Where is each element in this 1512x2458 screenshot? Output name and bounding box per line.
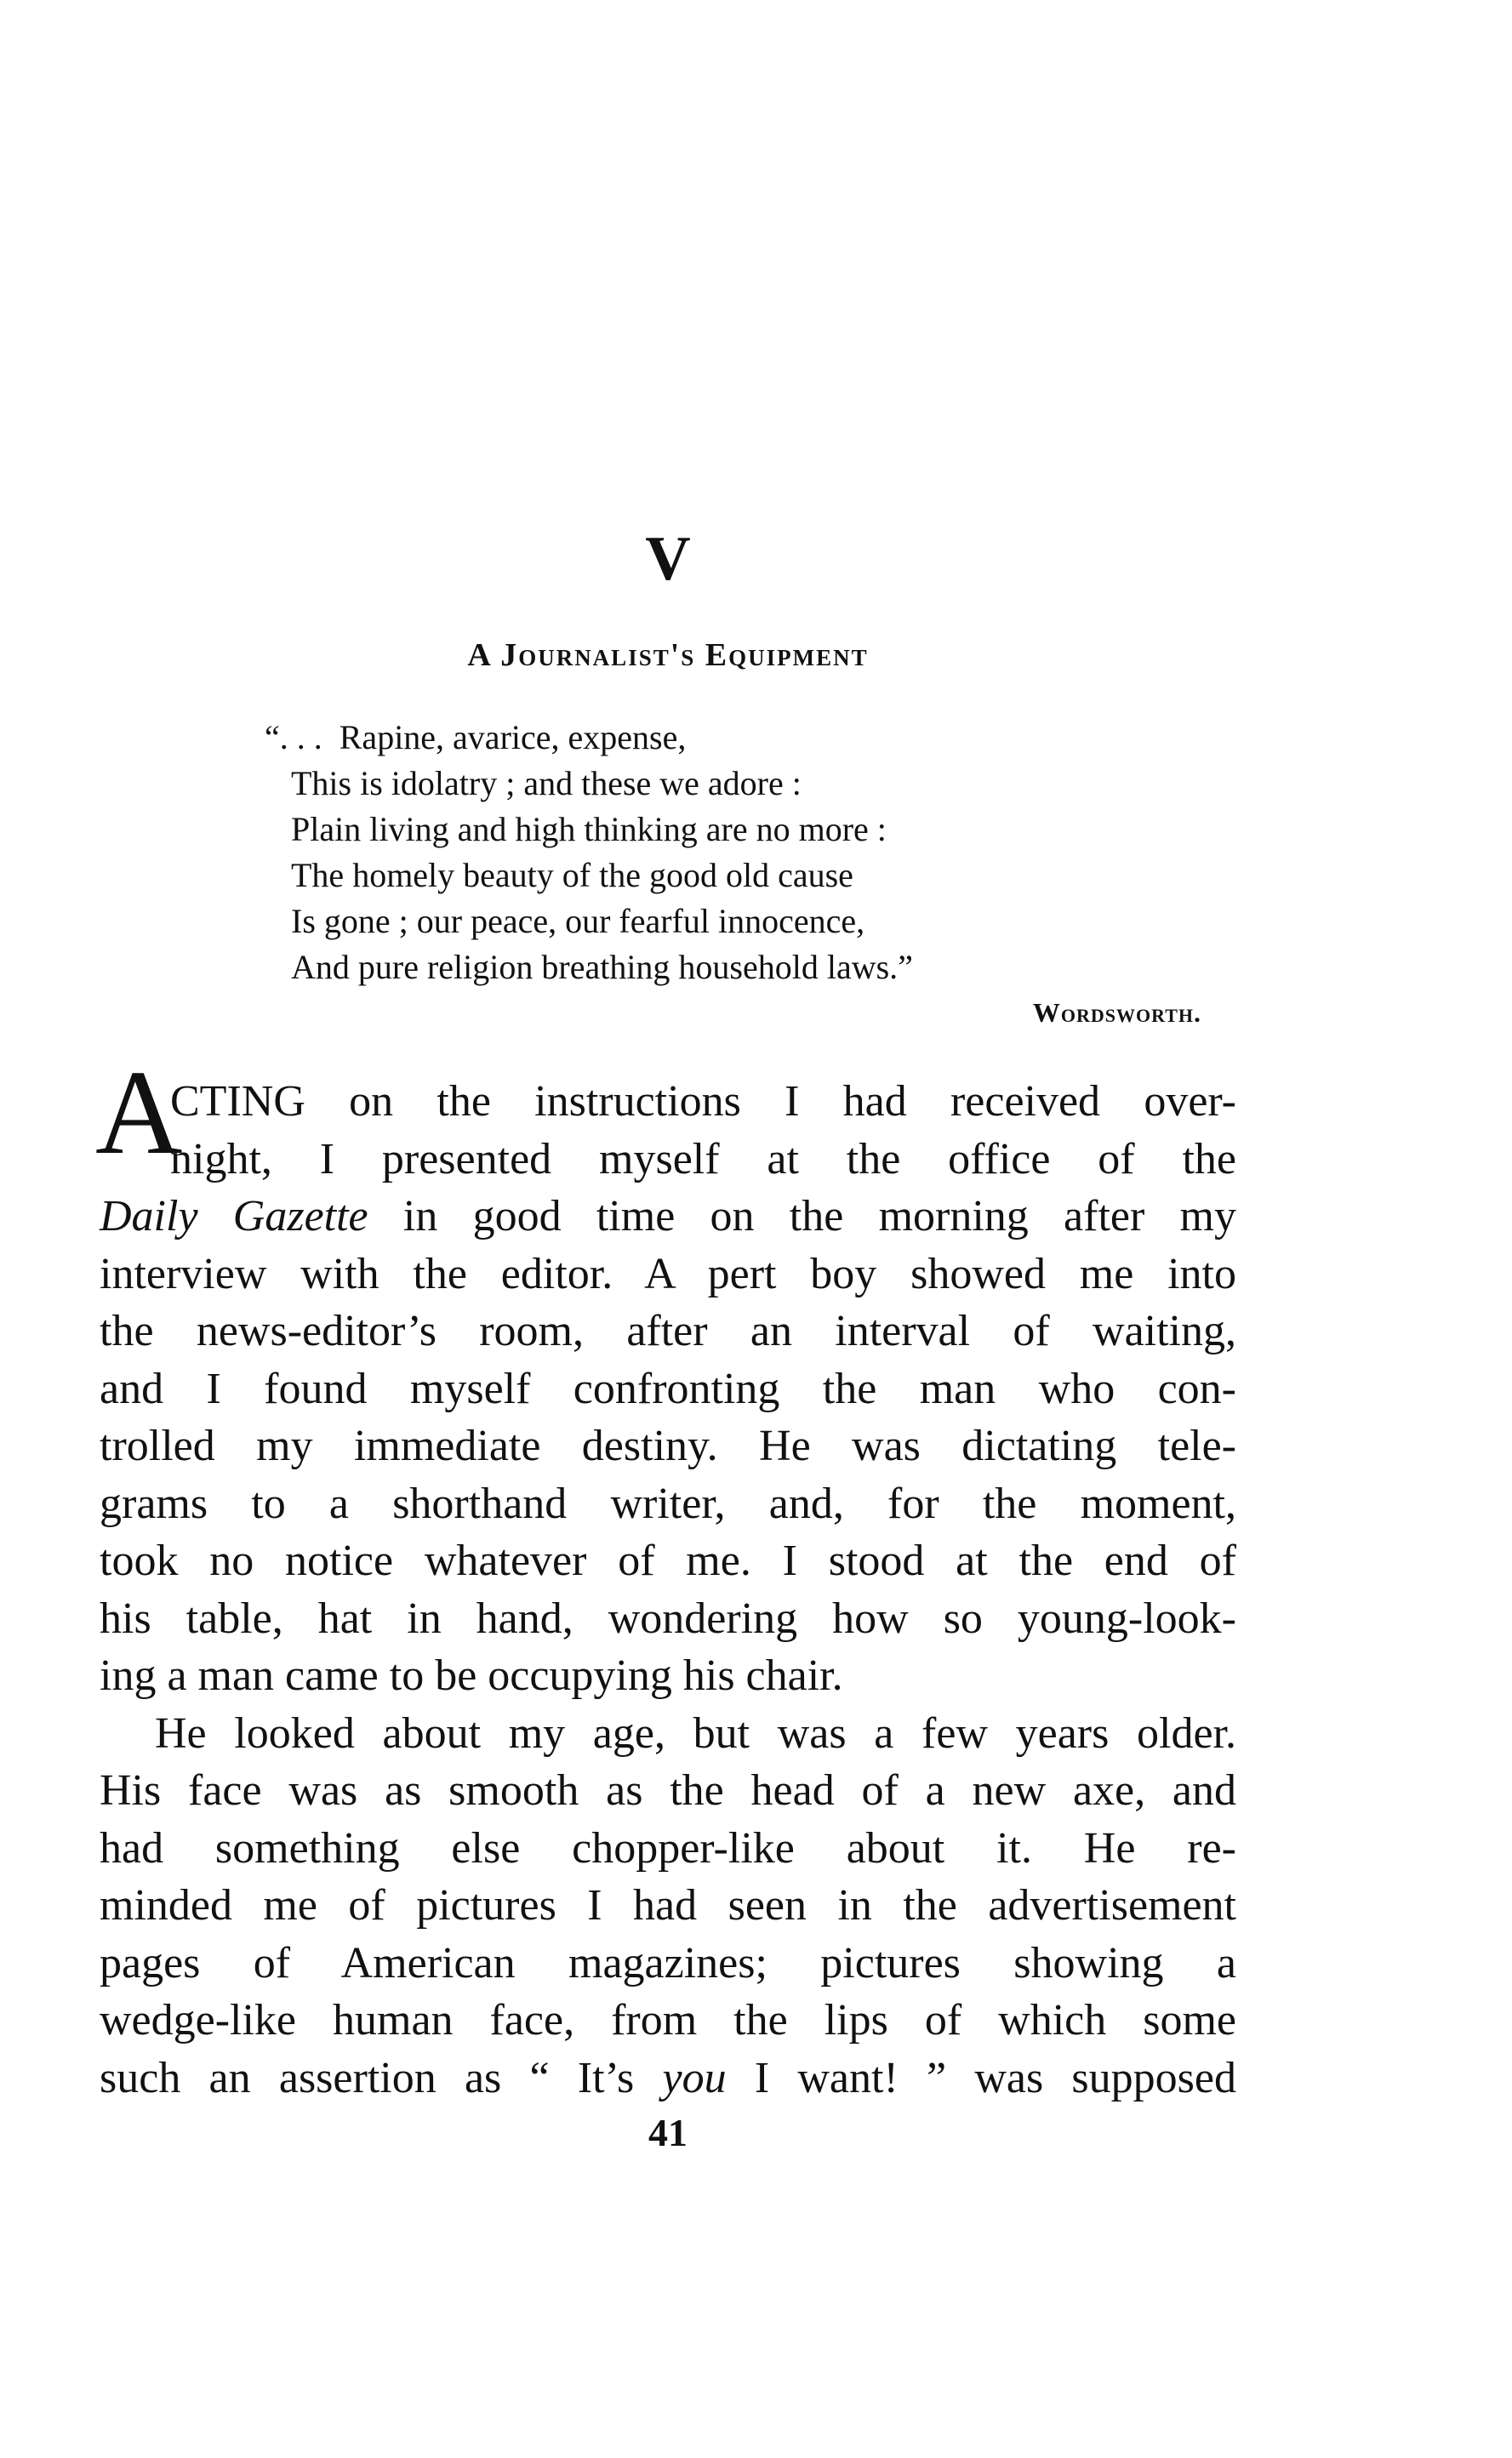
- text-line: [100, 1417, 1236, 1475]
- epigraph-line: The homely beauty of the good old cause: [291, 856, 853, 894]
- epigraph: [265, 715, 913, 990]
- text-run: such an assertion as “ It’s: [100, 2053, 663, 2102]
- text-run: grams to a shorthand writer, and, for the moment,: [100, 1479, 1236, 1528]
- text-line: [100, 1705, 1236, 1763]
- text-line: [100, 1992, 1236, 2050]
- paragraph: [100, 1705, 1236, 2107]
- text-line: [100, 1360, 1236, 1418]
- text-run: His face was as smooth as the head of a new axe, and: [100, 1766, 1236, 1815]
- paragraph: [100, 1073, 1236, 1705]
- text-run: the news-editor’s room, after an interval of waiting,: [100, 1307, 1236, 1355]
- text-line: [100, 1475, 1236, 1533]
- text-run: in good time on the morning after my: [368, 1192, 1237, 1240]
- body-text: [100, 1073, 1236, 2107]
- text-run: night, I presented myself at the office of the: [170, 1134, 1236, 1183]
- italic-text: you: [662, 2053, 727, 2102]
- text-run: He looked about my age, but was a few years older.: [155, 1708, 1236, 1758]
- text-run: pages of American magazines; pictures showing a: [100, 1938, 1236, 1988]
- text-run: minded me of pictures I had seen in the advertisement: [100, 1881, 1236, 1930]
- drop-cap: A: [95, 1045, 183, 1179]
- text-line: [100, 1935, 1236, 1993]
- text-run: had something else chopper-like about it. He re-: [100, 1823, 1236, 1873]
- text-line: [100, 1820, 1236, 1878]
- text-run: I want! ” was supposed: [726, 2053, 1236, 2102]
- text-run: interview with the editor. A pert boy showed me into: [100, 1249, 1236, 1298]
- text-run: and I found myself confronting the man who con-: [100, 1364, 1236, 1413]
- text-line: [100, 1532, 1236, 1590]
- text-line: [100, 1590, 1236, 1648]
- text-run: trolled my immediate destiny. He was dictating tele-: [100, 1422, 1236, 1470]
- text-line: [100, 1246, 1236, 1303]
- text-line: [100, 1131, 1236, 1189]
- text-line: [100, 2050, 1236, 2107]
- epigraph-line: Plain living and high thinking are no more :: [291, 810, 887, 848]
- page-number: 41: [648, 2111, 688, 2154]
- chapter-number: V: [645, 524, 691, 594]
- chapter-title: A Journalist's Equipment: [467, 637, 869, 673]
- text-run: ing a man came to be occupying his chair.: [100, 1651, 843, 1700]
- text-line: [100, 1877, 1236, 1935]
- text-line: [100, 1647, 1236, 1705]
- text-run: CTING on the instructions I had received over-: [170, 1077, 1236, 1126]
- text-line: [100, 1188, 1236, 1246]
- text-line: [100, 1762, 1236, 1820]
- text-line: [100, 1073, 1236, 1131]
- italic-text: Daily Gazette: [100, 1192, 368, 1240]
- epigraph-attribution: Wordsworth.: [1032, 997, 1201, 1028]
- text-line: [100, 1303, 1236, 1360]
- text-run: took no notice whatever of me. I stood at the end of: [100, 1537, 1236, 1585]
- epigraph-line: “. . . Rapine, avarice, expense,: [265, 718, 687, 756]
- epigraph-line: This is idolatry ; and these we adore :: [291, 764, 802, 802]
- text-run: wedge-like human face, from the lips of which some: [100, 1996, 1236, 2045]
- epigraph-line: Is gone ; our peace, our fearful innocence,: [291, 902, 865, 940]
- text-run: his table, hat in hand, wondering how so young-look-: [100, 1594, 1236, 1643]
- epigraph-line: And pure religion breathing household laws.”: [291, 948, 913, 986]
